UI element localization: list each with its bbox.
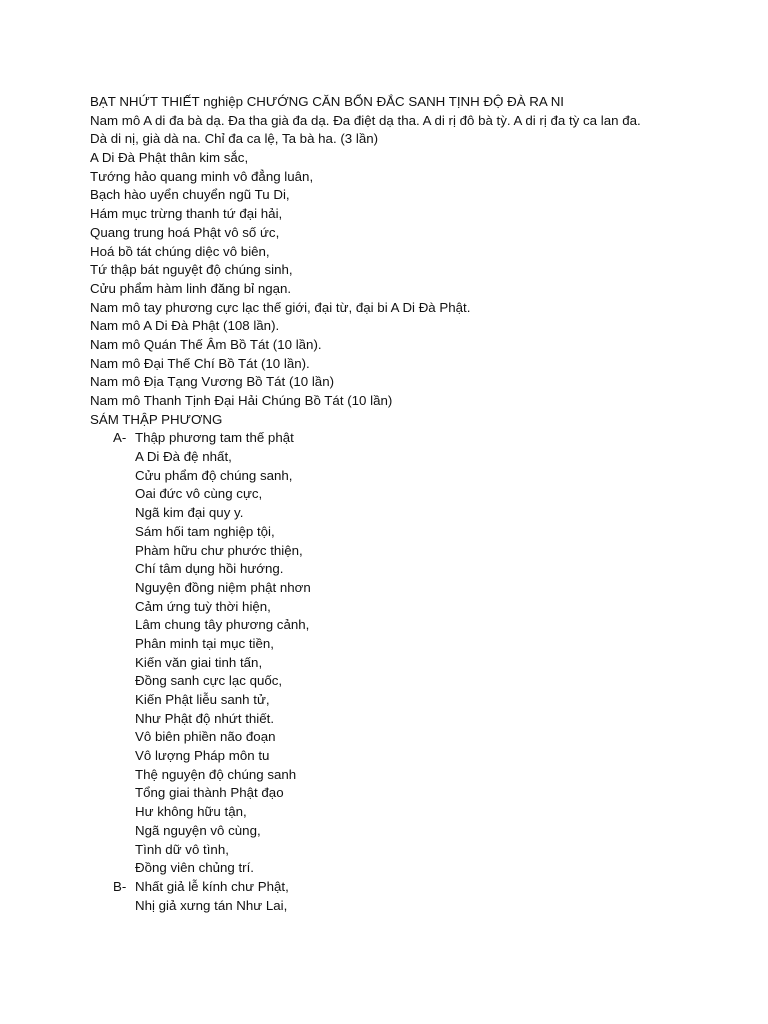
verse-line: Vô biên phiền não đoạn bbox=[135, 729, 276, 745]
verse-line: Phân minh tại mục tiền, bbox=[135, 635, 274, 651]
list-marker: A- bbox=[113, 430, 127, 446]
verse-line: Kiến văn giai tinh tấn, bbox=[135, 654, 263, 670]
verse-line: Oai đức vô cùng cực, bbox=[135, 486, 263, 502]
verse-line: Lâm chung tây phương cảnh, bbox=[135, 617, 310, 633]
list-marker: B- bbox=[113, 878, 127, 894]
text-line: Nam mô Đại Thế Chí Bồ Tát (10 lần). bbox=[90, 355, 310, 371]
verse-line: Cảm ứng tuỳ thời hiện, bbox=[135, 598, 271, 614]
verse-line: Như Phật độ nhứt thiết. bbox=[135, 710, 275, 726]
section-a bbox=[90, 429, 740, 878]
verse-line: A Di Đà đệ nhất, bbox=[135, 449, 232, 465]
text-line: Quang trung hoá Phật vô số ức, bbox=[90, 224, 280, 240]
verse-line: Thập phương tam thế phật bbox=[135, 430, 294, 446]
verse-line: Tổng giai thành Phật đạo bbox=[135, 785, 284, 801]
verse-line: Nhị giả xưng tán Như Lai, bbox=[135, 897, 288, 913]
verse-line: Chí tâm dụng hồi hướng. bbox=[135, 561, 284, 577]
text-line: Nam mô tay phương cực lạc thế giới, đại từ, đại bi A Di Đà Phật. bbox=[90, 299, 471, 315]
verse-line: Hư không hữu tận, bbox=[135, 804, 247, 820]
verse-line: Ngã nguyện vô cùng, bbox=[135, 822, 261, 838]
text-line: Nam mô Địa Tạng Vương Bồ Tát (10 lần) bbox=[90, 374, 335, 390]
text-line: Nam mô A Di Đà Phật (108 lần). bbox=[90, 318, 280, 334]
text-line: Cửu phẩm hàm linh đăng bỉ ngạn. bbox=[90, 280, 292, 296]
section-heading: SÁM THẬP PHƯƠNG bbox=[90, 411, 223, 427]
verse-line: Vô lượng Pháp môn tu bbox=[135, 748, 270, 764]
text-line: Nam mô Quán Thế Âm Bồ Tát (10 lần). bbox=[90, 336, 322, 352]
verse-line: Tình dữ vô tình, bbox=[135, 841, 229, 857]
text-line: Nam mô Thanh Tịnh Đại Hải Chúng Bồ Tát (10 lần) bbox=[90, 393, 393, 408]
header-block bbox=[90, 93, 740, 429]
list-item bbox=[90, 429, 740, 448]
text-line: Dà di nị, già dà na. Chỉ đa ca lệ, Ta bà ha. (3 lần) bbox=[90, 131, 379, 147]
verse-line: Nguyện đồng niệm phật nhơn bbox=[135, 579, 311, 595]
verse-line: Đồng viên chủng trí. bbox=[135, 860, 255, 876]
verse-line: Cửu phẩm độ chúng sanh, bbox=[135, 467, 293, 483]
text-line: Tướng hảo quang minh vô đẳng luân, bbox=[90, 168, 314, 184]
text-line: Bạch hào uyển chuyển ngũ Tu Di, bbox=[90, 187, 290, 203]
document-body bbox=[90, 93, 740, 915]
list-item bbox=[90, 878, 740, 897]
verse-line: Nhất giả lễ kính chư Phật, bbox=[135, 878, 289, 894]
text-line: A Di Đà Phật thân kim sắc, bbox=[90, 150, 249, 166]
verse-line: Ngã kim đại quy y. bbox=[135, 505, 244, 521]
verse-line: Sám hối tam nghiệp tội, bbox=[135, 523, 275, 539]
verse-line: Thệ nguyện độ chúng sanh bbox=[135, 766, 297, 782]
text-line: Nam mô A di đa bà dạ. Đa tha già đa dạ. Đa điệt dạ tha. A di rị đô bà tỳ. A di rị đa tỳ ca lan đa. bbox=[90, 112, 641, 128]
verse-line: Đồng sanh cực lạc quốc, bbox=[135, 673, 283, 689]
section-b bbox=[90, 878, 740, 915]
verse-line: Phàm hữu chư phước thiện, bbox=[135, 542, 303, 558]
text-line: Hoá bồ tát chúng diệc vô biên, bbox=[90, 243, 270, 259]
text-line: BẠT NHỨT THIẾT nghiệp CHƯỚNG CĂN BỔN ĐẮC SANH TỊNH ĐỘ ĐÀ RA NI bbox=[90, 94, 564, 109]
text-line: Tứ thập bát nguyệt độ chúng sinh, bbox=[90, 262, 293, 278]
text-line: Hám mục trừng thanh tứ đại hải, bbox=[90, 206, 283, 222]
verse-line: Kiến Phật liễu sanh tử, bbox=[135, 692, 270, 707]
